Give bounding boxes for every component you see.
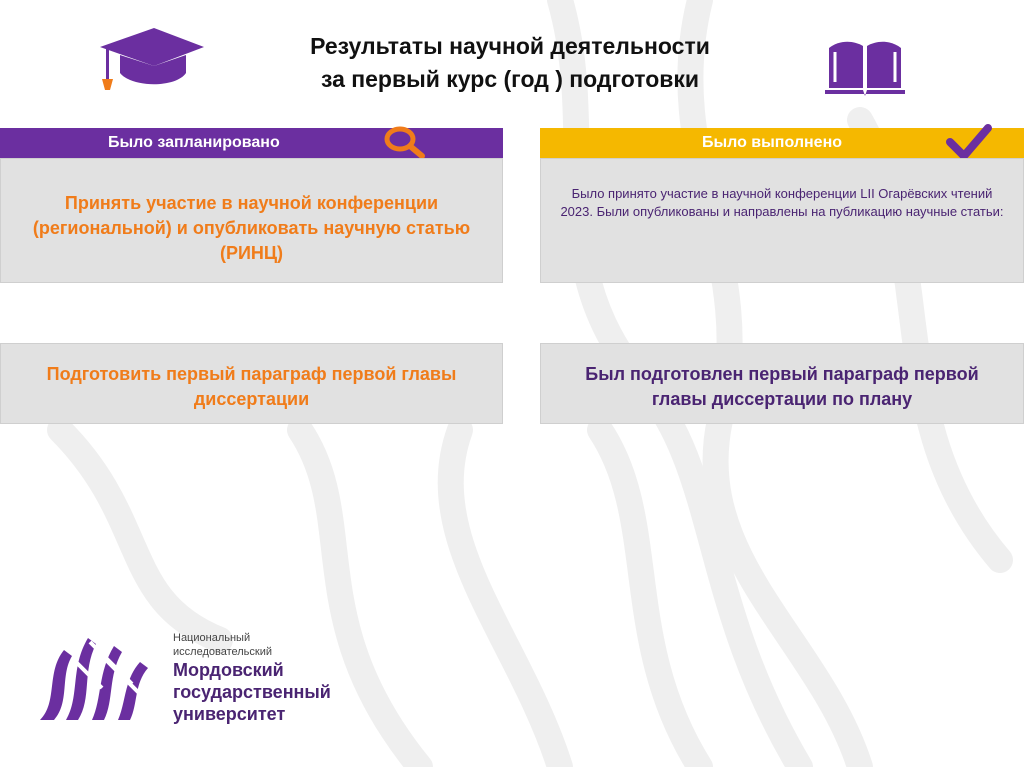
done-item-1-text: Было принято участие в научной конференции LII Огарёвских чтений 2023. Были опубликованы и направлены на публикацию научные статьи: <box>560 186 1004 219</box>
planned-header-label: Было запланировано <box>108 134 280 151</box>
graduation-cap-icon <box>98 28 204 92</box>
university-logo-mark <box>40 632 152 722</box>
open-book-icon <box>825 40 905 98</box>
done-item-1 <box>540 158 1024 283</box>
title-line-1: Результаты научной деятельности <box>310 33 710 59</box>
checkmark-icon <box>946 124 992 162</box>
title-line-2: за первый курс (год ) подготовки <box>320 66 700 92</box>
logo-line-4: государственный <box>173 682 331 702</box>
logo-line-5: университет <box>173 704 286 724</box>
planned-item-2 <box>0 343 503 424</box>
logo-line-2: исследовательский <box>173 646 272 658</box>
logo-line-1: Национальный <box>173 632 251 644</box>
done-header-label: Было выполнено <box>701 134 843 151</box>
university-name <box>173 631 331 725</box>
planned-item-1-text: Принять участие в научной конференции (региональной) и опубликовать научную статью (РИНЦ) <box>32 193 471 263</box>
planned-item-2-text: Подготовить первый параграф первой главы диссертации <box>46 364 457 409</box>
magnifier-icon <box>382 124 428 160</box>
done-item-2-text: Был подготовлен первый параграф первой главы диссертации по плану <box>585 364 979 409</box>
planned-item-1 <box>0 158 503 283</box>
logo-line-3: Мордовский <box>173 660 284 680</box>
slide-title <box>230 30 790 96</box>
done-item-2 <box>540 343 1024 424</box>
